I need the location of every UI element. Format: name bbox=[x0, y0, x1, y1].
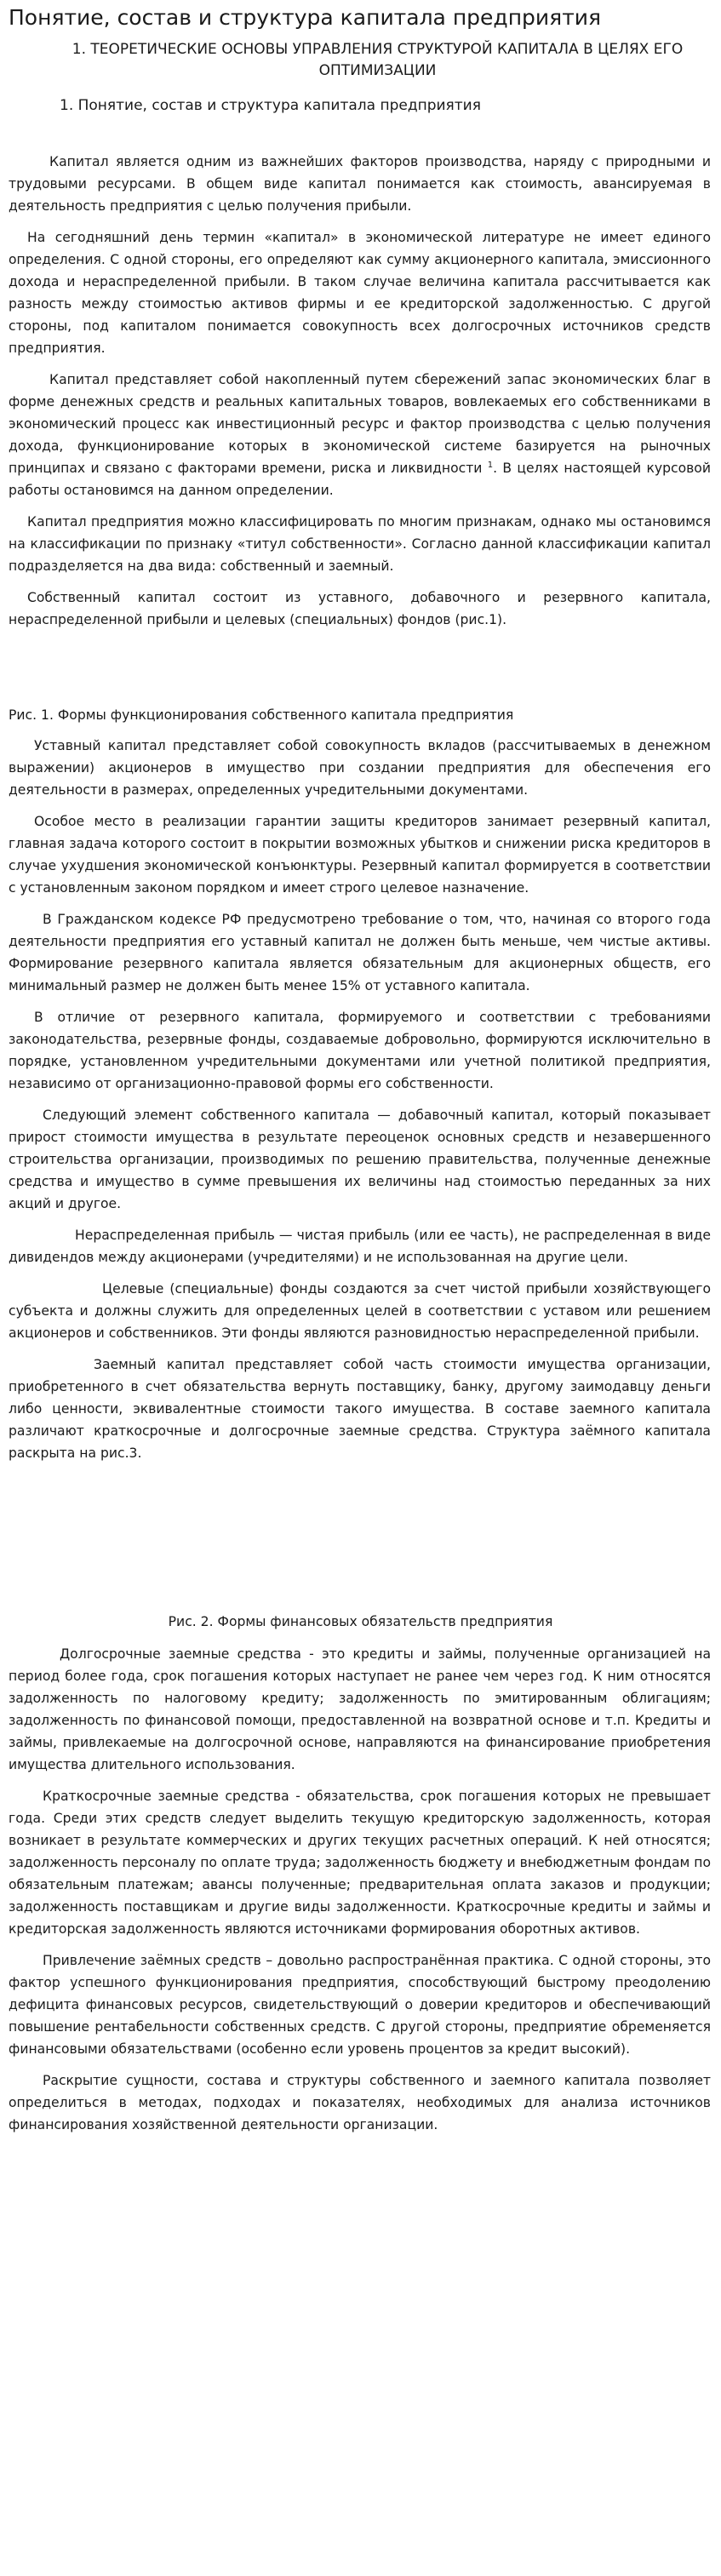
paragraph-conclusion: Раскрытие сущности, состава и структуры собственного и заемного капитала позволяет определиться в методах, подходах и показателях, необходимых для анализа источников финансирования хозяйственной деятельности организации. bbox=[9, 2073, 711, 2132]
paragraph-capital-classification: Капитал предприятия можно классифицировать по многим признакам, однако мы остановимся на классификации по признаку «титул собственности». Согласно данной классификации капитал подразделяется на два вида: собственный и заемный. bbox=[9, 514, 711, 574]
figure-1-caption: Рис. 1. Формы функционирования собственного капитала предприятия bbox=[9, 707, 514, 723]
paragraph-retained-earnings: Нераспределенная прибыль — чистая прибыль (или ее часть), не распределенная в виде дивидендов между акционерами (учредителями) и не использованная на другие цели. bbox=[9, 1228, 711, 1265]
paragraph-short-term-borrowings: Краткосрочные заемные средства - обязательства, срок погашения которых не превышает года. Среди этих средств следует выделить текущую кредиторскую задолженность, которая возникает в результате коммерческих и других текущих расчетных операций. К ней относятся; задолженность персоналу по оплате труда; задолженность бюджету и внебюджетным фондам по обязательным платежам; авансы полученные; предварительная оплата заказов и продукции; задолженность поставщикам и другие виды задолженности. Краткосрочные кредиты и займы и кредиторская задолженность являются источниками формирования оборотных активов. bbox=[9, 1789, 711, 1937]
paragraph-capital-essence bbox=[9, 369, 712, 501]
subsection-heading: 1. Понятие, состав и структура капитала предприятия bbox=[60, 97, 481, 114]
paragraph-equity-composition: Собственный капитал состоит из уставного, добавочного и резервного капитала, нераспределенной прибыли и целевых (специальных) фондов (рис.1). bbox=[9, 590, 711, 627]
paragraph-borrowing-practice: Привлечение заёмных средств – довольно распространённая практика. С одной стороны, это фактор успешного функционирования предприятия, способствующий быстрому преодолению дефицита финансовых ресурсов, свидетельствующий о доверии кредиторов и обеспечивающий повышение рентабельности собственных средств. С другой стороны, предприятие обременяется финансовыми обязательствами (особенно если уровень процентов за кредит высокий). bbox=[9, 1953, 711, 2057]
page-title: Понятие, состав и структура капитала предприятия bbox=[9, 5, 602, 30]
paragraph-authorized-capital: Уставный капитал представляет собой совокупность вкладов (рассчитываемых в денежном выражении) акционеров в имуществo при создании предприятия для обеспечения его деятельности в размерах, определенных учредительными документами. bbox=[9, 738, 711, 798]
paragraph-capital-essence-tail: . В целях настоящей курсовой работы остановимся на данном определении. bbox=[9, 461, 711, 498]
paragraph-target-funds: Целевые (специальные) фонды создаются за счет чистой прибыли хозяйствующего субъекта и должны служить для определенных целей в соответствии с уставом или решением акционеров и собственников. Эти фонды являются разновидностью нераспределенной прибыли. bbox=[9, 1281, 711, 1341]
paragraph-reserve-funds: В отличие от резервного капитала, формируемого и соответствии с требованиями законодательства, резервные фонды, создаваемые добровольно, формируются исключительно в порядке, установленном учредительными документами или учетной политикой предприятия, независимо от организационно-правовой формы его собственности. bbox=[9, 1010, 711, 1091]
paragraph-additional-capital: Следующий элемент собственного капитала — добавочный капитал, который показывает прирост стоимости имущества в результате переоценок основных средств и незавершенного строительства организации, производимых по решению правительства, полученные денежные средства и имущество в сумме превышения их величины над стоимостью переданных за них акций и другое. bbox=[9, 1108, 711, 1211]
paragraph-long-term-borrowings: Долгосрочные заемные средства - это кредиты и займы, полученные организацией на период более года, срок погашения которых наступает не ранее чем через год. К ним относятся задолженность по налоговому кредиту; задолженность по эмитированным облигациям; задолженность по финансовой помощи, предоставленной на возвратной основе и т.п. Кредиты и займы, привлекаемые на долгосрочной основе, направляются на финансирование приобретения имущества длительного использования. bbox=[9, 1646, 711, 1772]
figure-2-caption: Рис. 2. Формы финансовых обязательств предприятия bbox=[168, 1614, 553, 1629]
paragraph-reserve-capital: Особое место в реализации гарантии защиты кредиторов занимает резервный капитал, главная задача которого состоит в покрытии возможных убытков и снижении риска кредиторов в случае ухудшения экономической конъюнктуры. Резервный капитал формируется в соответствии с установленным законом порядком и имеет строго целевое назначение. bbox=[9, 814, 711, 896]
paragraph-capital-term: На сегодняшний день термин «капитал» в экономической литературе не имеет единого определения. С одной стороны, его определяют как сумму акционерного капитала, эмиссионного дохода и нераспределенной прибыли. В таком случае величина капитала рассчитывается как разность между стоимостью активов фирмы и ее кредиторской задолженностью. С другой стороны, под капиталом понимается совокупность всех долгосрочных источников средств предприятия. bbox=[9, 230, 711, 356]
paragraph-capital-definition: Капитал является одним из важнейших факторов производства, наряду с природными и трудовыми ресурсами. В общем виде капитал понимается как стоимость, авансируемая в деятельность предприятия с целью получения прибыли. bbox=[9, 154, 711, 214]
paragraph-civil-code: В Гражданском кодексе РФ предусмотрено требование о том, что, начиная со второго года деятельности предприятия его уставный капитал не должен быть меньше, чем чистые активы. Формирование резервного капитала является обязательным для акционерных обществ, его минимальный размер не должен быть менее 15% от уставного капитала. bbox=[9, 912, 711, 993]
paragraph-capital-essence-text: Капитал представляет собой накопленный путем сбережений запас экономических благ в форме денежных средств и реальных капитальных товаров, вовлекаемых его собственниками в экономический процесс как инвестиционный ресурс и фактор производства с целью получения дохода, функционирование которых в экономической системе базируется на рыночных принципах и связано с факторами времени, риска и ликвидности bbox=[9, 372, 711, 476]
footnote-reference[interactable]: 1 bbox=[487, 460, 494, 470]
paragraph-borrowed-capital: Заемный капитал представляет собой часть стоимости имущества организации, приобретенного в счет обязательства вернуть поставщику, банку, другому заимодавцу деньги либо ценности, эквивалентные стоимости такого имущества. В составе заемного капитала различают краткосрочные и долгосрочные заемные средства. Структура заёмного капитала раскрыта на рис.3. bbox=[9, 1357, 711, 1461]
section-heading: 1. ТЕОРЕТИЧЕСКИЕ ОСНОВЫ УПРАВЛЕНИЯ СТРУКТУРОЙ КАПИТАЛА В ЦЕЛЯХ ЕГО ОПТИМИЗАЦИИ bbox=[72, 41, 684, 79]
